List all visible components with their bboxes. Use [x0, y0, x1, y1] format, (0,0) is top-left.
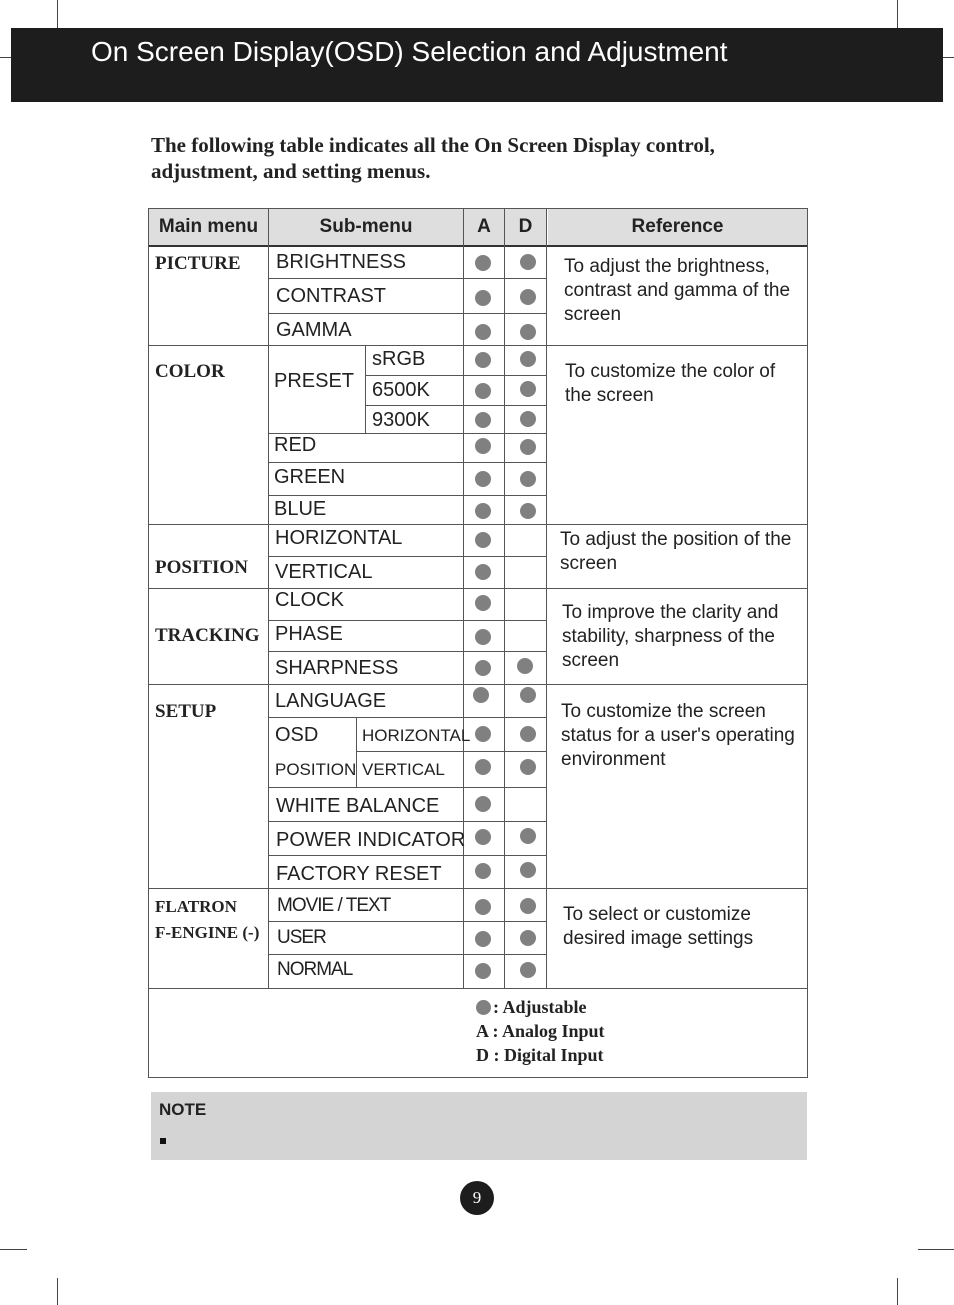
- row-divider: [269, 462, 546, 463]
- submenu-movie-text: MOVIE / TEXT: [277, 895, 391, 916]
- adjustable-dot: [520, 759, 536, 775]
- group-divider: [149, 988, 807, 989]
- reference-tracking: To improve the clarity and stability, sharpness of the screen: [562, 602, 779, 671]
- adjustable-dot: [520, 503, 536, 519]
- crop-mark: [0, 1249, 27, 1250]
- row-divider: [365, 375, 546, 376]
- adjustable-dot: [475, 595, 491, 611]
- reference-picture: To adjust the brightness, contrast and gamma of the screen: [564, 256, 791, 325]
- main-menu-flatron: FLATRON: [155, 897, 237, 916]
- submenu-preset: PRESET: [274, 370, 355, 392]
- bullet-icon: [160, 1138, 166, 1144]
- adjustable-dot: [520, 828, 536, 844]
- adjustable-dot: [517, 658, 533, 674]
- submenu-white-balance: WHITE BALANCE: [276, 795, 440, 817]
- row-divider: [269, 787, 546, 788]
- crop-mark: [57, 0, 58, 28]
- adjustable-dot: [520, 898, 536, 914]
- adjustable-dot: [520, 381, 536, 397]
- submenu-9300k: 9300K: [372, 409, 430, 431]
- adjustable-dot: [475, 564, 491, 580]
- legend-adjustable: [476, 995, 605, 1019]
- adjustable-dot: [520, 351, 536, 367]
- header-d: D: [505, 209, 546, 245]
- reference-setup: To customize the screen status for a user's operating environment: [561, 701, 795, 770]
- osd-table: [148, 208, 808, 1078]
- submenu-factory-reset: FACTORY RESET: [276, 863, 442, 885]
- col-divider-preset: [365, 346, 366, 433]
- row-divider: [269, 651, 546, 652]
- submenu-sharpness: SHARPNESS: [275, 657, 399, 679]
- adjustable-dot: [475, 629, 491, 645]
- adjustable-dot: [520, 439, 536, 455]
- page-number: 9: [460, 1181, 494, 1215]
- adjustable-dot: [475, 899, 491, 915]
- adjustable-dot: [475, 503, 491, 519]
- submenu-blue: BLUE: [274, 498, 327, 520]
- main-menu-position: POSITION: [155, 557, 248, 578]
- row-divider: [269, 495, 546, 496]
- adjustable-dot: [475, 383, 491, 399]
- adjustable-dot: [520, 930, 536, 946]
- crop-mark: [918, 1249, 954, 1250]
- reference-flatron: To select or customize desired image settings: [563, 904, 754, 949]
- row-divider: [356, 751, 546, 752]
- adjustable-dot: [475, 471, 491, 487]
- col-divider-a: [504, 209, 505, 989]
- legend-adjustable-label: : Adjustable: [493, 997, 587, 1017]
- row-divider: [269, 954, 546, 955]
- submenu-vertical: VERTICAL: [275, 561, 373, 583]
- col-divider-d: [546, 209, 547, 989]
- note-label: NOTE: [159, 1100, 207, 1119]
- submenu-green: GREEN: [274, 466, 346, 488]
- adjustable-dot: [475, 290, 491, 306]
- submenu-osd: OSD: [275, 724, 319, 746]
- reference-position: To adjust the position of the screen: [560, 529, 792, 574]
- row-divider: [269, 556, 546, 557]
- submenu-language: LANGUAGE: [275, 690, 387, 712]
- adjustable-dot: [520, 471, 536, 487]
- submenu-srgb: sRGB: [372, 348, 426, 370]
- submenu-phase: PHASE: [275, 623, 343, 645]
- adjustable-dot: [475, 931, 491, 947]
- adjustable-dot: [473, 687, 489, 703]
- main-menu-setup: SETUP: [155, 701, 217, 722]
- submenu-red: RED: [274, 434, 317, 456]
- main-menu-f-engine: F-ENGINE (-): [155, 923, 260, 942]
- row-divider: [269, 855, 546, 856]
- submenu-gamma: GAMMA: [276, 319, 352, 341]
- row-divider: [365, 405, 546, 406]
- legend-digital: D : Digital Input: [476, 1045, 604, 1065]
- row-divider: [269, 821, 546, 822]
- submenu-6500k: 6500K: [372, 379, 430, 401]
- submenu-user: USER: [277, 927, 326, 948]
- adjustable-dot: [520, 254, 536, 270]
- crop-mark: [57, 1278, 58, 1305]
- main-menu-tracking: TRACKING: [155, 625, 260, 646]
- adjustable-dot: [475, 796, 491, 812]
- submenu-osd-vertical: VERTICAL: [362, 760, 445, 779]
- adjustable-dot: [520, 962, 536, 978]
- group-divider: [149, 524, 807, 525]
- adjustable-dot: [475, 963, 491, 979]
- group-divider: [149, 684, 807, 685]
- page-title: On Screen Display(OSD) Selection and Adjustment: [91, 36, 728, 67]
- submenu-power-indicator: POWER INDICATOR: [276, 829, 466, 851]
- group-divider: [149, 345, 807, 346]
- submenu-normal: NORMAL: [277, 959, 353, 980]
- row-divider: [269, 717, 546, 718]
- main-menu-color: COLOR: [155, 361, 225, 382]
- adjustable-dot: [520, 726, 536, 742]
- adjustable-dot: [475, 412, 491, 428]
- crop-mark: [897, 0, 898, 28]
- adjustable-dot: [475, 759, 491, 775]
- intro-text: The following table indicates all the On Screen Display control, adjustment, and setting menus.: [151, 133, 715, 183]
- crop-mark: [897, 1278, 898, 1305]
- adjustable-dot: [475, 863, 491, 879]
- submenu-osd-horizontal: HORIZONTAL: [362, 726, 471, 745]
- adjustable-dot: [475, 660, 491, 676]
- adjustable-dot: [475, 532, 491, 548]
- crop-mark: [0, 57, 11, 58]
- row-divider: [269, 313, 546, 314]
- col-divider-sub: [463, 209, 464, 989]
- header-a: A: [464, 209, 504, 245]
- adjustable-dot-icon: [476, 1000, 491, 1015]
- row-divider: [269, 921, 546, 922]
- main-menu-picture: PICTURE: [155, 253, 241, 274]
- submenu-osd-position: POSITION: [275, 760, 357, 779]
- header-main-menu: Main menu: [149, 209, 268, 245]
- adjustable-dot: [475, 324, 491, 340]
- header-divider: [149, 245, 807, 247]
- row-divider: [269, 620, 546, 621]
- legend-analog: A : Analog Input: [476, 1021, 605, 1041]
- submenu-brightness: BRIGHTNESS: [276, 251, 407, 273]
- legend: [476, 995, 605, 1067]
- submenu-horizontal: HORIZONTAL: [275, 527, 403, 549]
- header-sub-menu: Sub-menu: [269, 209, 463, 245]
- adjustable-dot: [475, 726, 491, 742]
- adjustable-dot: [475, 255, 491, 271]
- group-divider: [149, 588, 807, 589]
- adjustable-dot: [520, 324, 536, 340]
- header-reference: Reference: [548, 209, 807, 245]
- crop-mark: [943, 57, 954, 58]
- group-divider: [149, 888, 807, 889]
- col-divider-main: [268, 209, 269, 989]
- submenu-contrast: CONTRAST: [276, 285, 386, 307]
- row-divider: [269, 278, 546, 279]
- adjustable-dot: [520, 687, 536, 703]
- note-box: [151, 1092, 807, 1160]
- adjustable-dot: [475, 352, 491, 368]
- reference-color: To customize the color of the screen: [565, 361, 776, 406]
- adjustable-dot: [520, 862, 536, 878]
- adjustable-dot: [520, 289, 536, 305]
- adjustable-dot: [475, 829, 491, 845]
- adjustable-dot: [520, 411, 536, 427]
- submenu-clock: CLOCK: [275, 589, 344, 611]
- adjustable-dot: [475, 438, 491, 454]
